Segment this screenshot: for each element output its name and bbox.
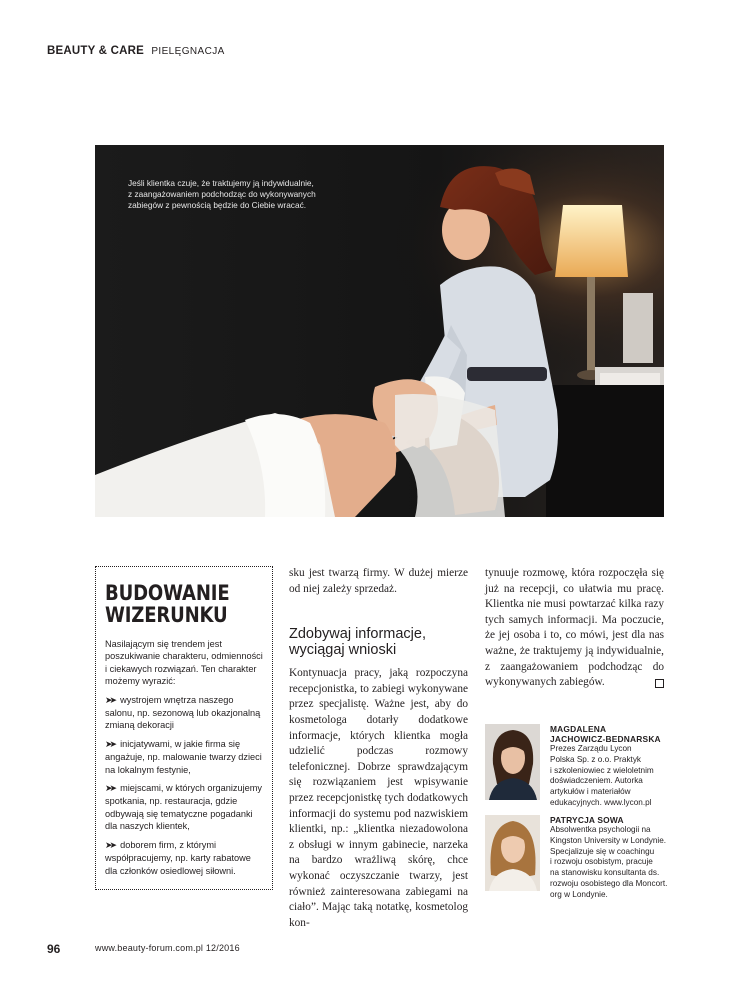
bio-line: artykułów i materiałów <box>550 787 631 797</box>
caption-line: zabiegów z pewnością będzie do Ciebie wracać. <box>128 200 307 210</box>
sidebar-title <box>105 582 242 626</box>
spa-treatment-photo <box>95 145 664 517</box>
double-arrow-icon: ➤➤ <box>105 695 115 706</box>
list-item-text: miejscami, w których organizujemy spotkania, np. restauracja, gdzie odbywają się tematyczne pogadanki dla naszych klientek, <box>105 783 263 832</box>
bio-line: rozwoju osobistego dla Moncort. <box>550 878 668 888</box>
list-item-text: wystrojem wnętrza naszego salonu, np. sezonową lub okazjonalną zmianą dekoracji <box>105 694 261 731</box>
caption-line: Jeśli klientka czuje, że traktujemy ją indywidualnie, <box>128 178 314 188</box>
double-arrow-icon: ➤➤ <box>105 784 115 795</box>
bio-line: doświadczeniem. Autorka <box>550 776 643 786</box>
photo-caption <box>128 178 378 211</box>
author-info <box>550 724 670 809</box>
list-item-text: doborem firm, z którymi współpracujemy, np. karty rabatowe dla członków osiedlowej siłowni. <box>105 839 251 876</box>
author-name-line: PATRYCJA SOWA <box>550 815 624 825</box>
bio-line: i szkoleniowiec z wieloletnim <box>550 765 654 775</box>
bio-line: Kingston University w Londynie. <box>550 835 667 845</box>
bio-line: Prezes Zarządu Lycon <box>550 744 632 753</box>
author-bio <box>550 825 670 901</box>
author-portrait <box>485 724 540 800</box>
section-label: BEAUTY & CARE <box>47 45 144 57</box>
sidebar-title-line: WIZERUNKU <box>105 603 228 627</box>
bio-line: Polska Sp. z o.o. Praktyk <box>550 754 642 764</box>
page-number: 96 <box>47 942 61 956</box>
square-end-icon <box>655 679 664 688</box>
author-name-line: JACHOWICZ-BEDNARSKA <box>550 734 661 744</box>
list-item <box>105 738 264 776</box>
paragraph-text: tynuuje rozmowę, która rozpoczęła się już na recepcji, co ułatwia mu pracę. Klientka nie musi powtarzać kilka razy tych samych informacji. Ma poczucie, że jej osoba i to, co mówi, jest dla nas ważne, że traktujemy ją indywidualnie, z zaangażowaniem podchodząc do wykonywanych zabiegów. <box>485 567 664 689</box>
author-name <box>550 815 670 825</box>
double-arrow-icon: ➤➤ <box>105 840 115 851</box>
author-bio <box>550 744 670 809</box>
bio-line: Absolwentka psychologii na <box>550 825 651 834</box>
bio-line: i rozwoju osobistym, pracuje <box>550 857 653 867</box>
list-item <box>105 839 264 877</box>
article-column-right <box>485 566 664 691</box>
subsection-label: PIELĘGNACJA <box>151 46 225 57</box>
author-portrait <box>485 815 540 891</box>
bio-line: na stanowisku konsultanta ds. <box>550 868 660 878</box>
author-name <box>550 724 670 744</box>
author-info <box>550 815 670 901</box>
sidebar-box <box>95 566 273 890</box>
author-card <box>485 724 665 807</box>
sidebar-title-line: BUDOWANIE <box>105 581 230 605</box>
list-item <box>105 694 264 732</box>
author-name-line: MAGDALENA <box>550 724 607 734</box>
bio-line: edukacyjnych. www.lycon.pl <box>550 797 652 807</box>
article-column-middle <box>289 566 468 931</box>
photo-illustration <box>95 145 664 517</box>
sidebar-list <box>105 694 264 877</box>
running-header <box>47 45 225 57</box>
paragraph: sku jest twarzą firmy. W dużej mierze od niej zależy sprzedaż. <box>289 567 468 595</box>
sidebar-intro: Nasilającym się trendem jest poszukiwanie charakteru, odmienności i ciekawych rozwiązań. Ten charakter możemy wyrazić: <box>105 639 263 687</box>
paragraph <box>485 566 664 691</box>
list-item-text: inicjatywami, w jakie firma się angażuje, np. malowanie twarzy dzieci na lokalnym festynie, <box>105 738 262 775</box>
bio-line: org w Londynie. <box>550 889 608 899</box>
bio-line: Specjalizuje się w coachingu <box>550 846 655 856</box>
list-item <box>105 782 264 833</box>
paragraph: Kontynuacja pracy, jaką rozpoczyna recepcjonistka, to zabiegi wykonywane przez specjalistę. Ważne jest, aby do kosmetologa dotarły dodatkowe informacje, których klientka mogła udzielić podczas rozmowy telefonicznej. Dobrze sprawdzającym się rozwiązaniem jest wpisywanie przez recepcjonistkę tych dodatkowych informacji do systemu pod nazwiskiem klientki, np.: „klientka niezadowolona z obsługi w innym gabinecie, narzeka na bardzo wrażliwą skórę, chce wykonać oczyszczanie twarzy, jest również zainteresowana zabiegami na ciało”. Mając taką notatkę, kosmetolog kon- <box>289 667 468 929</box>
footer-url-issue: www.beauty-forum.com.pl 12/2016 <box>95 943 240 953</box>
subheading: Zdobywaj informacje, wyciągaj wnioski <box>289 626 426 659</box>
double-arrow-icon: ➤➤ <box>105 739 115 750</box>
page-footer <box>47 940 240 958</box>
caption-line: z zaangażowaniem podchodząc do wykonywanych <box>128 189 316 199</box>
author-card <box>485 815 668 899</box>
